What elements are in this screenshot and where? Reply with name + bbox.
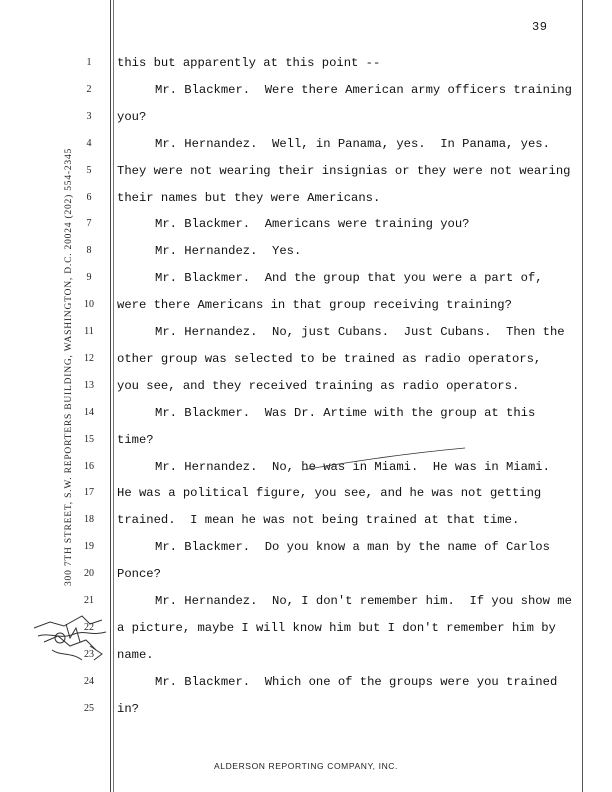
line-number: 11 bbox=[84, 326, 94, 337]
line-number: 4 bbox=[86, 137, 92, 149]
reporting-company-footer: ALDERSON REPORTING COMPANY, INC. bbox=[213, 761, 399, 771]
transcript-line: Mr. Hernandez. Well, in Panama, yes. In Panama, yes. bbox=[155, 136, 550, 151]
left-margin-rule-inner bbox=[113, 0, 114, 792]
line-number: 3 bbox=[86, 110, 92, 122]
transcript-line: Mr. Blackmer. Which one of the groups were you trained bbox=[155, 674, 558, 689]
line-number: 15 bbox=[84, 433, 94, 445]
transcript-line: Mr. Hernandez. No, just Cubans. Just Cubans. Then the bbox=[155, 325, 565, 339]
pen-strike-mark bbox=[300, 444, 470, 474]
stamp-seal-icon bbox=[30, 606, 112, 666]
line-number: 19 bbox=[84, 541, 94, 553]
transcript-line: trained. I mean he was not being trained at that time. bbox=[117, 513, 520, 528]
line-number: 5 bbox=[86, 164, 92, 176]
line-number: 9 bbox=[86, 272, 92, 284]
line-number: 24 bbox=[84, 675, 94, 687]
line-number: 10 bbox=[84, 299, 94, 311]
transcript-line: He was a political figure, you see, and he was not getting bbox=[117, 486, 542, 501]
transcript-line: Mr. Hernandez. No, I don't remember him. If you show me bbox=[155, 594, 572, 608]
transcript-line: you? bbox=[117, 109, 147, 124]
line-number: 18 bbox=[84, 514, 94, 526]
line-number: 17 bbox=[84, 487, 94, 499]
transcript-line: Mr. Hernandez. Yes. bbox=[155, 244, 302, 259]
transcript-line: their names but they were Americans. bbox=[117, 190, 381, 205]
line-number: 21 bbox=[84, 595, 94, 606]
line-number: 14 bbox=[84, 406, 94, 418]
line-number: 2 bbox=[86, 83, 92, 95]
transcript-line: Mr. Blackmer. Was Dr. Artime with the group at this bbox=[155, 405, 536, 420]
line-number: 7 bbox=[86, 218, 92, 230]
transcript-line: time? bbox=[117, 432, 154, 447]
line-number: 1 bbox=[86, 57, 92, 68]
page-number: 39 bbox=[532, 20, 548, 34]
line-number: 25 bbox=[84, 702, 94, 714]
transcript-line: a picture, maybe I will know him but I don't remember him by bbox=[117, 620, 556, 635]
transcript-line: you see, and they received training as radio operators. bbox=[117, 378, 520, 393]
transcript-line: were there Americans in that group receiving training? bbox=[117, 298, 512, 313]
transcript-line: Mr. Blackmer. Do you know a man by the name of Carlos bbox=[155, 540, 550, 555]
line-number: 13 bbox=[84, 379, 94, 391]
transcript-line: Mr. Hernandez. No, he was in Miami. He was in Miami. bbox=[155, 459, 550, 474]
left-margin-rule bbox=[110, 0, 111, 792]
transcript-line: They were not wearing their insignias or they were not wearing bbox=[117, 163, 571, 178]
transcript-line: this but apparently at this point -- bbox=[117, 56, 381, 70]
transcript-line: Mr. Blackmer. Were there American army officers training bbox=[155, 82, 572, 97]
transcript-line: Mr. Blackmer. And the group that you were a part of, bbox=[155, 271, 543, 286]
line-number: 20 bbox=[84, 568, 94, 580]
transcript-line: other group was selected to be trained as radio operators, bbox=[117, 351, 542, 366]
line-number: 8 bbox=[86, 245, 92, 257]
right-margin-rule bbox=[582, 0, 583, 792]
line-number: 22 bbox=[84, 621, 94, 633]
transcript-line: name. bbox=[117, 647, 154, 662]
line-number: 16 bbox=[84, 460, 94, 472]
transcript-line: in? bbox=[117, 701, 139, 716]
transcript-line: Mr. Blackmer. Americans were training you? bbox=[155, 217, 470, 232]
reporter-address: 300 7TH STREET, S.W. REPORTERS BUILDING, WASHINGTON, D.C. 20024 (202) 554-2345 bbox=[64, 147, 74, 586]
line-number: 23 bbox=[84, 648, 94, 660]
line-number: 12 bbox=[84, 352, 94, 364]
transcript-line: Ponce? bbox=[117, 567, 161, 582]
line-number: 6 bbox=[86, 191, 92, 203]
